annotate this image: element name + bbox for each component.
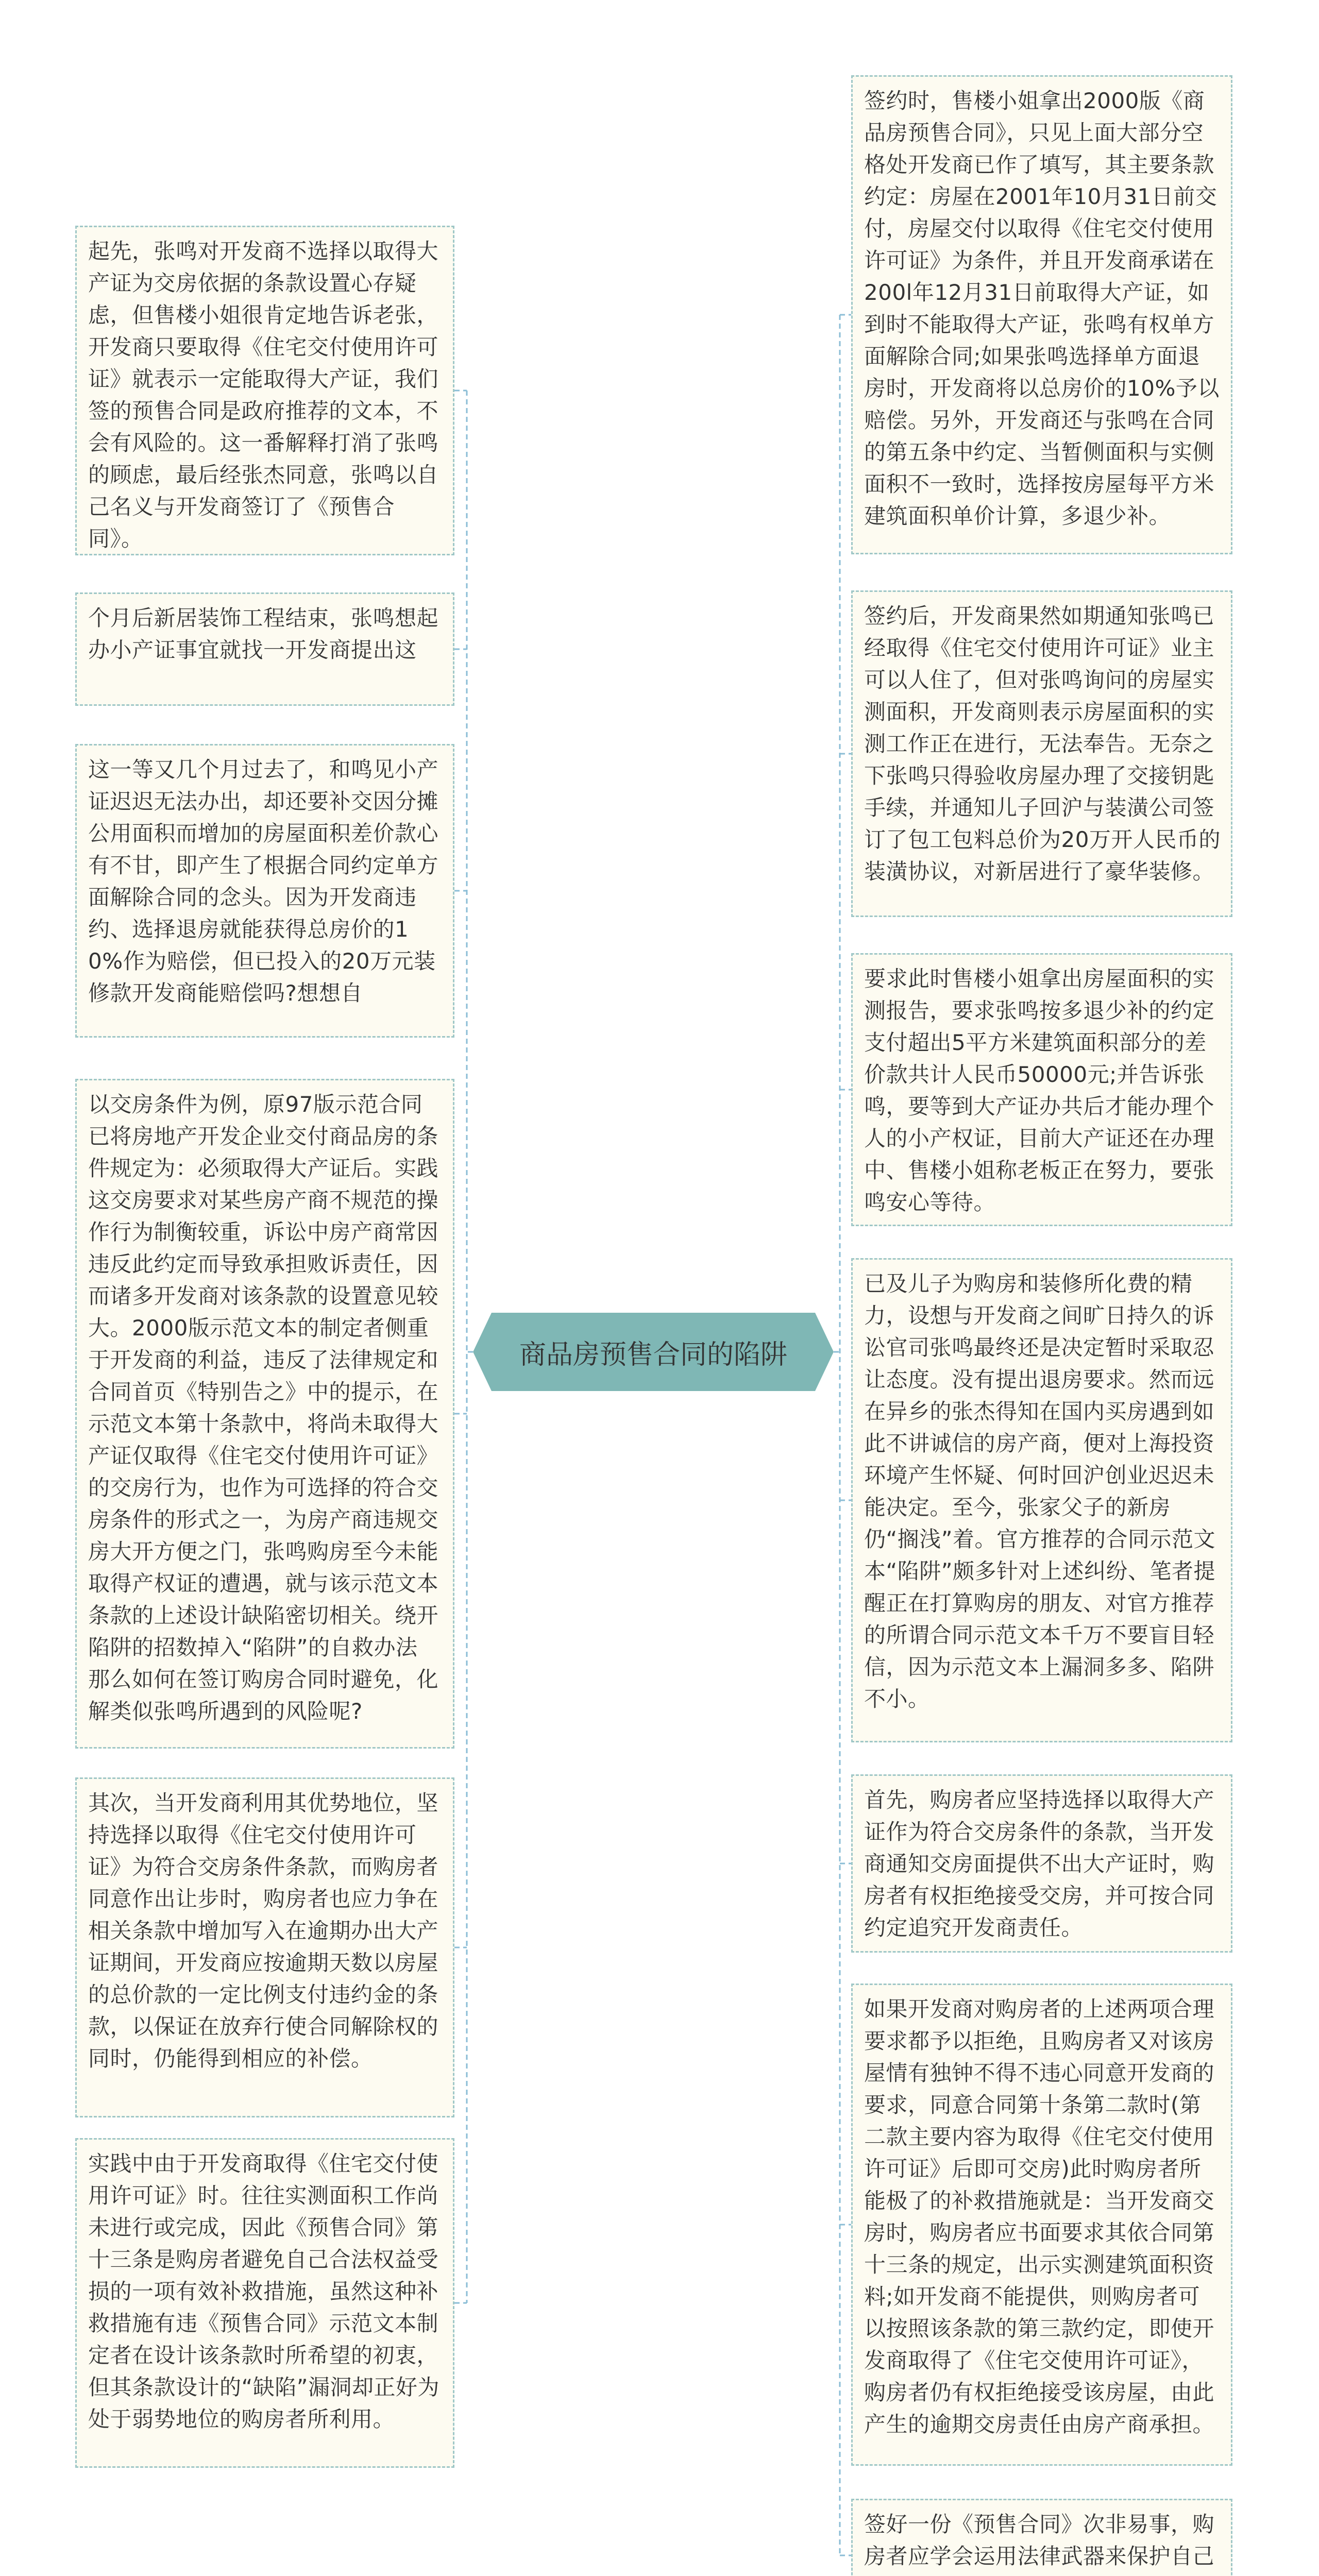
topic-node-left-4[interactable]: 以交房条件为例，原97版示范合同已将房地产开发企业交付商品房的条件规定为：必须取得大产证后。实践这交房要求对某些房产商不规范的操作行为制衡较重，诉讼中房产商常因违反此约定而导致承担败诉责任，因而诸多开发商对该条款的设置意见较大。2000版示范文本的制定者侧重于开发商的利益，违反了法律规定和合同首页《特别告之》中的提示，在示范文本第十条款中，将尚未取得大产证仅取得《住宅交付使用许可证》的交房行为，也作为可选择的符合交房条件的形式之一，为房产商违规交房大开方便之门，张鸣购房至今未能取得产权证的遭遇，就与该示范文本条款的上述设计缺陷密切相关。绕开陷阱的招数掉入“陷阱”的自救办法 那么如何在签订购房合同时避免，化解类似张鸣所遇到的风险呢?	[75, 1079, 454, 1749]
central-topic-label: 商品房预售合同的陷阱	[519, 1339, 787, 1370]
topic-node-right-6[interactable]: 如果开发商对购房者的上述两项合理要求都予以拒绝，且购房者又对该房屋情有独钟不得不违心同意开发商的要求，同意合同第十条第二款时(第二款主要内容为取得《住宅交付使用许可证》后即可交房)此时购房者所能极了的补救措施就是：当开发商交房时，购房者应书面要求其依合同第十三条的规定，出示实测建筑面积资料;如开发商不能提供，则购房者可以按照该条款的第三款约定，即使开发商取得了《住宅交使用许可证》，购房者仍有权拒绝接受该房屋，由此产生的逾期交房责任由房产商承担。	[851, 1984, 1232, 2466]
topic-node-right-3[interactable]: 要求此时售楼小姐拿出房屋面积的实测报告，要求张鸣按多退少补的约定支付超出5平方米建筑面积部分的差价款共计人民币50000元;并告诉张鸣，要等到大产证办共后才能办理个人的小产权证，目前大产证还在办理中、售楼小姐称老板正在努力，要张鸣安心等待。	[851, 953, 1232, 1226]
topic-node-right-7[interactable]: 签好一份《预售合同》次非易事，购房者应学会运用法律武器来保护自己	[851, 2499, 1232, 2576]
topic-node-left-2[interactable]: 个月后新居装饰工程结束，张鸣想起办小产证事宜就找一开发商提出这	[75, 592, 454, 706]
topic-node-right-1[interactable]: 签约时，售楼小姐拿出2000版《商品房预售合同》，只见上面大部分空格处开发商已作了填写，其主要条款约定：房屋在2001年10月31日前交付，房屋交付以取得《住宅交付使用许可证》为条件，并且开发商承诺在200l年12月31日前取得大产证，如到时不能取得大产证，张鸣有权单方面解除合同;如果张鸣选择单方面退房时，开发商将以总房价的10%予以赔偿。另外，开发商还与张鸣在合同的第五条中约定、当暂侧面积与实侧面积不一致时，选择按房屋每平方米建筑面积单价计算，多退少补。	[851, 75, 1232, 554]
topic-node-right-2[interactable]: 签约后，开发商果然如期通知张鸣已经取得《住宅交付使用许可证》业主可以人住了，但对张鸣询问的房屋实测面积，开发商则表示房屋面积的实测工作正在进行，无法奉告。无奈之下张鸣只得验收房屋办理了交接钥匙手续，并通知儿子回沪与装潢公司签订了包工包料总价为20万开人民币的装潢协议，对新居进行了豪华装修。	[851, 590, 1232, 917]
topic-node-left-6[interactable]: 实践中由于开发商取得《住宅交付使用许可证》时。往往实测面积工作尚未进行或完成，因此《预售合同》第十三条是购房者避免自己合法权益受损的一项有效补救措施，虽然这种补救措施有违《预售合同》示范文本制定者在设计该条款时所希望的初衷，但其条款设计的“缺陷”漏洞却正好为处于弱势地位的购房者所利用。	[75, 2138, 454, 2468]
topic-node-left-3[interactable]: 这一等又几个月过去了，和鸣见小产证迟迟无法办出，却还要补交因分摊公用面积而增加的房屋面积差价款心有不甘，即产生了根据合同约定单方面解除合同的念头。因为开发商违约、选择退房就能获得总房价的10%作为赔偿，但已投入的20万元装修款开发商能赔偿吗?想想自	[75, 744, 454, 1038]
central-topic[interactable]	[473, 1313, 834, 1391]
topic-node-left-1[interactable]: 起先，张鸣对开发商不选择以取得大产证为交房依据的条款设置心存疑虑，但售楼小姐很肯定地告诉老张，开发商只要取得《住宅交付使用许可证》就表示一定能取得大产证，我们签的预售合同是政府推荐的文本，不会有风险的。这一番解释打消了张鸣的顾虑，最后经张杰同意，张鸣以自己名义与开发商签订了《预售合同》。	[75, 226, 454, 555]
topic-node-right-4[interactable]: 已及儿子为购房和装修所化费的精力，设想与开发商之间旷日持久的诉讼官司张鸣最终还是决定暂时采取忍让态度。没有提出退房要求。然而远在异乡的张杰得知在国内买房遇到如此不讲诚信的房产商，便对上海投资环境产生怀疑、何时回沪创业迟迟未能决定。至今，张家父子的新房仍“搁浅”着。官方推荐的合同示范文本“陷阱”颇多针对上述纠纷、笔者提醒正在打算购房的朋友、对官方推荐的所谓合同示范文本千万不要盲目轻信，因为示范文本上漏洞多多、陷阱不小。	[851, 1258, 1232, 1742]
topic-node-right-5[interactable]: 首先，购房者应坚持选择以取得大产证作为符合交房条件的条款，当开发商通知交房面提供不出大产证时，购房者有权拒绝接受交房，并可按合同约定追究开发商责任。	[851, 1774, 1232, 1953]
topic-node-left-5[interactable]: 其次，当开发商利用其优势地位，坚持选择以取得《住宅交付使用许可证》为符合交房条件条款，而购房者同意作出让步时，购房者也应力争在相关条款中增加写入在逾期办出大产证期间，开发商应按逾期天数以房屋的总价款的一定比例支付违约金的条款，以保证在放弃行使合同解除权的同时，仍能得到相应的补偿。	[75, 1777, 454, 2117]
